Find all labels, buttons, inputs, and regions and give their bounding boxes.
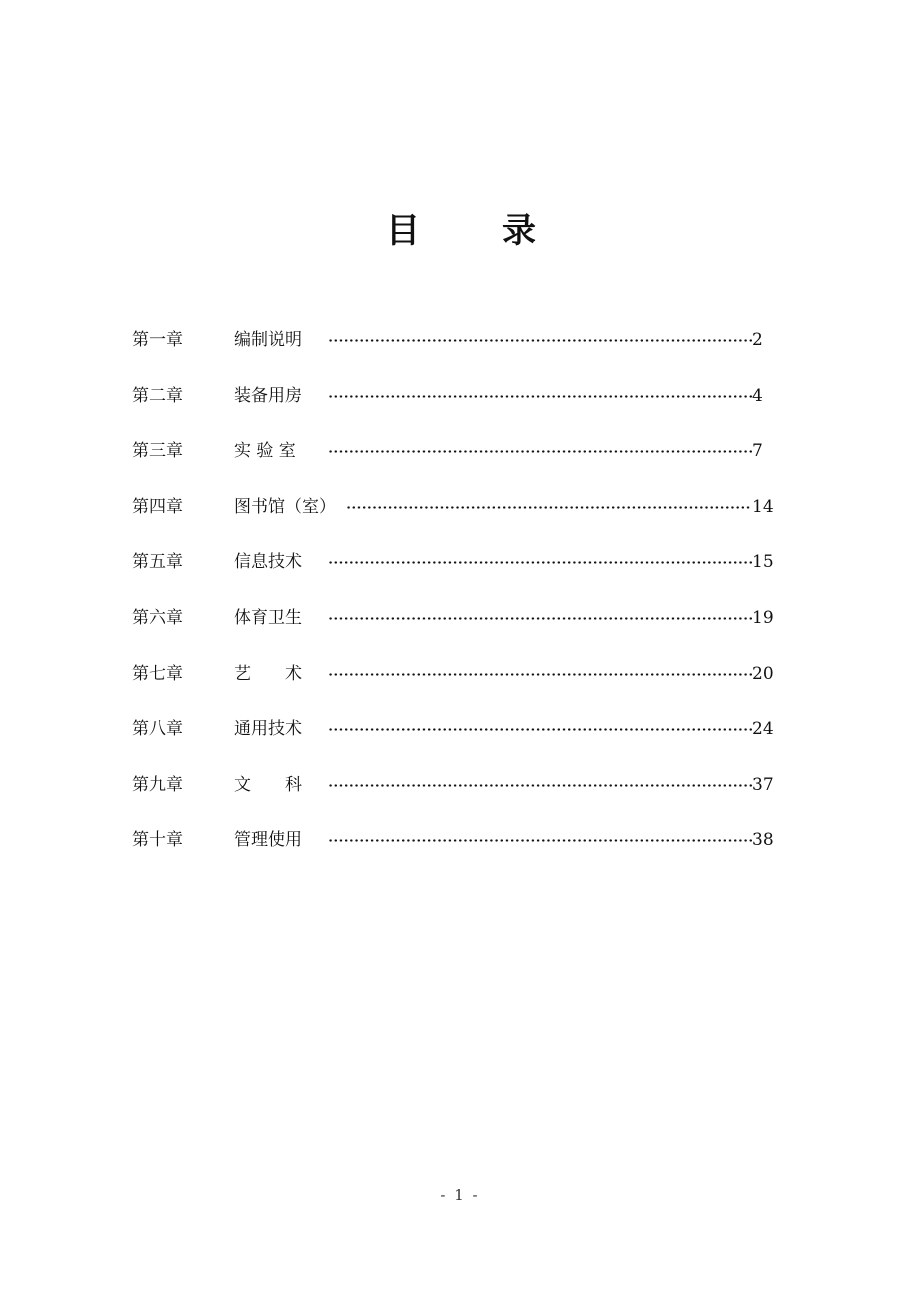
toc-chapter-title: 通用技术 bbox=[234, 719, 302, 740]
page-number-footer: - 1 - bbox=[440, 1186, 480, 1204]
toc-entry-2[interactable] bbox=[132, 378, 772, 434]
toc-chapter-number: 第一章 bbox=[132, 330, 183, 350]
toc-entry-3[interactable] bbox=[132, 433, 772, 489]
toc-chapter-number: 第四章 bbox=[132, 496, 183, 517]
toc-chapter-number: 第九章 bbox=[132, 774, 183, 795]
toc-page-number: 24 bbox=[752, 719, 774, 740]
toc-page-number: 20 bbox=[752, 663, 774, 684]
toc-page-number: 7 bbox=[752, 441, 763, 462]
toc-chapter-number: 第七章 bbox=[132, 663, 183, 684]
toc-chapter-title: 体育卫生 bbox=[234, 607, 302, 628]
toc-page-number: 2 bbox=[752, 330, 763, 350]
toc-dot-leader bbox=[346, 506, 752, 509]
toc-entry-10[interactable] bbox=[132, 822, 772, 878]
title-char-2: 录 bbox=[502, 211, 536, 251]
toc-chapter-title: 装备用房 bbox=[234, 385, 302, 406]
table-of-contents bbox=[132, 322, 772, 878]
toc-chapter-title: 实 验 室 bbox=[234, 441, 296, 462]
toc-entry-6[interactable] bbox=[132, 600, 772, 656]
toc-dot-leader bbox=[328, 395, 752, 398]
toc-chapter-title: 文 科 bbox=[234, 774, 302, 795]
toc-dot-leader bbox=[328, 561, 752, 564]
toc-dot-leader bbox=[328, 784, 752, 787]
title-char-1: 目 bbox=[386, 211, 420, 251]
toc-dot-leader bbox=[328, 450, 752, 453]
page-title bbox=[0, 206, 920, 256]
toc-entry-5[interactable] bbox=[132, 544, 772, 600]
toc-page-number: 38 bbox=[752, 830, 774, 851]
toc-dot-leader bbox=[328, 339, 752, 342]
toc-entry-8[interactable] bbox=[132, 711, 772, 767]
toc-chapter-number: 第八章 bbox=[132, 719, 183, 740]
toc-entry-9[interactable] bbox=[132, 767, 772, 823]
toc-chapter-number: 第六章 bbox=[132, 607, 183, 628]
toc-chapter-title: 艺 术 bbox=[234, 663, 302, 684]
toc-page-number: 4 bbox=[752, 385, 763, 406]
toc-entry-1[interactable] bbox=[132, 322, 772, 378]
toc-page-number: 19 bbox=[752, 607, 774, 628]
toc-page-number: 15 bbox=[752, 552, 774, 573]
toc-chapter-title: 编制说明 bbox=[234, 330, 302, 350]
toc-chapter-number: 第五章 bbox=[132, 552, 183, 573]
toc-chapter-number: 第三章 bbox=[132, 441, 183, 462]
toc-chapter-title: 图书馆（室） bbox=[234, 496, 336, 517]
toc-chapter-number: 第十章 bbox=[132, 830, 183, 851]
toc-page-number: 37 bbox=[752, 774, 774, 795]
toc-chapter-title: 管理使用 bbox=[234, 830, 302, 851]
toc-entry-4[interactable] bbox=[132, 489, 772, 545]
toc-dot-leader bbox=[328, 617, 752, 620]
toc-dot-leader bbox=[328, 673, 752, 676]
toc-dot-leader bbox=[328, 728, 752, 731]
toc-chapter-title: 信息技术 bbox=[234, 552, 302, 573]
toc-dot-leader bbox=[328, 839, 752, 842]
toc-chapter-number: 第二章 bbox=[132, 385, 183, 406]
toc-entry-7[interactable] bbox=[132, 656, 772, 712]
toc-page-number: 14 bbox=[752, 496, 774, 517]
